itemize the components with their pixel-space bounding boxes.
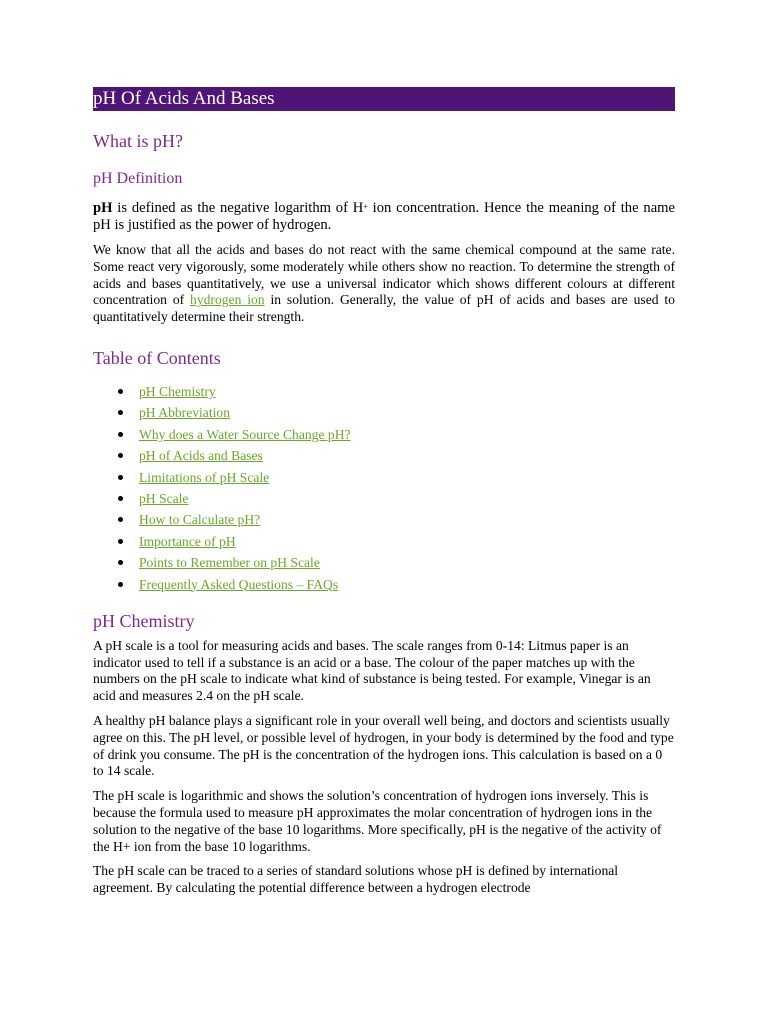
toc-item: [93, 381, 675, 402]
bullet-icon: [118, 496, 123, 501]
bullet-icon: [118, 475, 123, 480]
ph-bold-term: pH: [93, 200, 113, 216]
bullet-icon: [118, 517, 123, 522]
toc-link-importance[interactable]: Importance of pH: [139, 533, 236, 549]
toc-link-ph-chemistry[interactable]: pH Chemistry: [139, 383, 216, 399]
toc-link-ph-acids-bases[interactable]: pH of Acids and Bases: [139, 448, 263, 464]
chemistry-paragraph-1: A pH scale is a tool for measuring acids and bases. The scale ranges from 0-14: Litmus paper is an indicator used to tell if a substance is an acid or a base. The colour of the paper matches up with the numbers on the pH scale to indicate what kind of substance is being tested. For example, Vinegar is an acid and measures 2.4 on the pH scale.: [93, 637, 651, 704]
toc-link-limitations[interactable]: Limitations of pH Scale: [139, 469, 270, 485]
bullet-icon: [118, 432, 123, 437]
page-title: pH Of Acids And Bases: [93, 87, 675, 111]
toc-item: [93, 574, 675, 595]
toc-link-ph-abbreviation[interactable]: pH Abbreviation: [139, 405, 230, 421]
toc-item: [93, 424, 675, 445]
chemistry-paragraph-3: The pH scale is logarithmic and shows the solution’s concentration of hydrogen ions inversely. This is because the formula used to measure pH approximates the molar concentration of hydrogen ions in the solution to the negative of the base 10 logarithms. More specifically, pH is the negative of the activity of the H+ ion from the base 10 logarithms.: [93, 788, 662, 854]
toc-item: [93, 552, 675, 573]
superscript-plus: +: [363, 202, 368, 211]
what-is-ph-heading: What is pH?: [93, 131, 183, 151]
chemistry-paragraph-2: A healthy pH balance plays a significant role in your overall well being, and doctors and scientists usually agree on this. The pH level, or possible level of hydrogen, in your body is determined by the food and type of drink you consume. The pH is the concentration of the hydrogen ions. This calculation is based on a 0 to 14 scale.: [93, 713, 674, 779]
toc-heading: Table of Contents: [93, 347, 221, 368]
document-page: [93, 87, 675, 897]
definition-paragraph: pH is defined as the negative logarithm of H+ ion concentration. Hence the meaning of the name pH is justified as the power of hydrogen.: [93, 200, 675, 233]
toc-item: [93, 488, 675, 509]
chemistry-paragraph-4: The pH scale can be traced to a series of standard solutions whose pH is defined by international agreement. By calculating the potential difference between a hydrogen electrode: [93, 863, 619, 896]
bullet-icon: [118, 410, 123, 415]
ph-definition-heading: pH Definition: [93, 170, 183, 187]
table-of-contents: [93, 381, 675, 595]
hydrogen-ion-link[interactable]: hydrogen ion: [190, 292, 265, 308]
strength-paragraph: We know that all the acids and bases do not react with the same chemical compound at the same rate. Some react very vigorously, some moderately while others show no reaction. To determine the strength of acids and bases quantitatively, we use a universal indicator which shows different colours at different concentration of hydrogen ion in solution. Generally, the value of pH of acids and bases are used to quantitatively determine their strength.: [93, 242, 675, 325]
toc-item: [93, 509, 675, 530]
bullet-icon: [118, 453, 123, 458]
bullet-icon: [118, 539, 123, 544]
bullet-icon: [118, 582, 123, 587]
ph-chemistry-heading: pH Chemistry: [93, 610, 195, 631]
toc-link-calculate-ph[interactable]: How to Calculate pH?: [139, 512, 261, 528]
toc-item: [93, 445, 675, 466]
toc-item: [93, 402, 675, 423]
toc-link-points[interactable]: Points to Remember on pH Scale: [139, 555, 320, 571]
toc-link-water-source[interactable]: Why does a Water Source Change pH?: [139, 426, 351, 442]
bullet-icon: [118, 389, 123, 394]
toc-item: [93, 467, 675, 488]
toc-link-faqs[interactable]: Frequently Asked Questions – FAQs: [139, 576, 339, 592]
toc-item: [93, 531, 675, 552]
toc-link-ph-scale[interactable]: pH Scale: [139, 490, 189, 506]
bullet-icon: [118, 560, 123, 565]
